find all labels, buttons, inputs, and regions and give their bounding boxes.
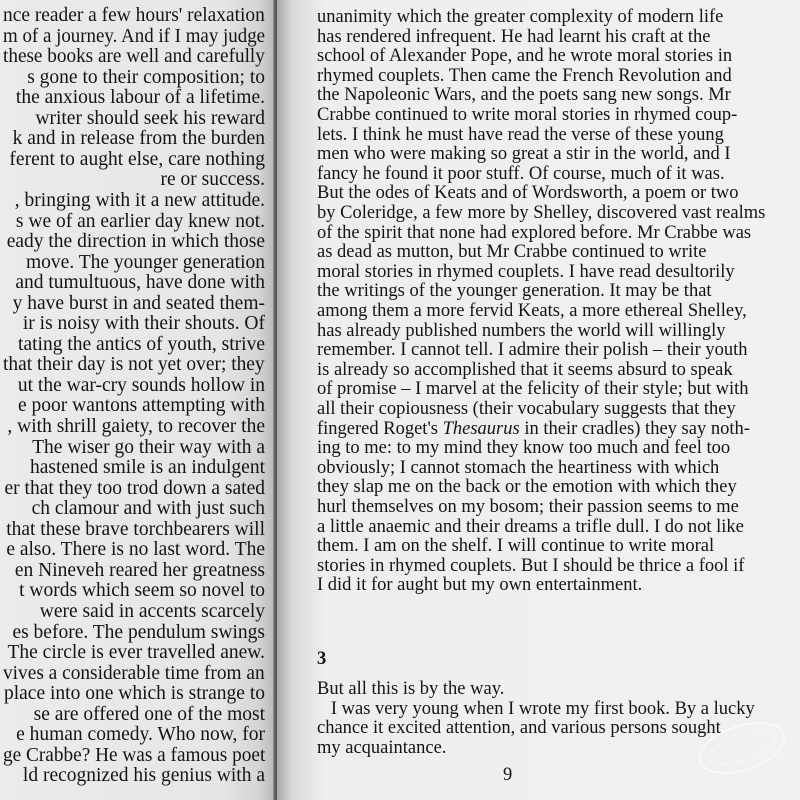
- body-text-line: unanimity which the greater complexity of modern life: [317, 7, 724, 27]
- left-text-line: ferent to aught else, care nothing: [9, 148, 265, 170]
- left-text-line: e human comedy. Who now, for: [16, 724, 265, 746]
- left-text-line: were said in accents scarcely: [39, 600, 265, 622]
- left-text-line: move. The younger generation: [26, 251, 265, 273]
- left-text-line: ge Crabbe? He was a famous poet: [2, 744, 265, 766]
- text-span: in their cradles) they say noth-: [519, 418, 750, 439]
- left-text-line: m of a journey. And if I may judge: [2, 25, 265, 47]
- left-text-line: k and in release from the burden: [12, 128, 265, 150]
- left-text-line: The circle is ever travelled anew.: [7, 642, 265, 664]
- left-text-line: se are offered one of the most: [33, 703, 265, 725]
- body-text-line: ing to me: to my mind they know too much and feel too: [317, 438, 731, 459]
- body-text-line: stories in rhymed couplets. But I should be thrice a fool if: [317, 555, 745, 576]
- body-text-line: rhymed couplets. Then came the French Revolution and: [317, 65, 732, 86]
- left-text-line: e also. There is no last word. The: [6, 539, 265, 561]
- section-number: 3: [317, 649, 327, 669]
- body-text-line: has already published numbers the world will willingly: [317, 320, 726, 341]
- body-text-line: I did it for aught but my own entertainment.: [317, 575, 643, 596]
- body-text-line: they slap me on the back or the emotion with which they: [317, 477, 737, 498]
- left-text-line: The wiser go their way with a: [32, 436, 265, 458]
- body-text-line: them. I am on the shelf. I will continue to write moral: [317, 536, 715, 557]
- body-text-line: as dead as mutton, but Mr Crabbe continued to write: [317, 242, 707, 263]
- left-text-line: tating the antics of youth, strive: [18, 333, 265, 355]
- right-page: [277, 0, 800, 800]
- left-text-line: hastened smile is an indulgent: [29, 457, 265, 479]
- left-text-line: that their day is not yet over; they: [3, 354, 265, 376]
- left-text-line: , bringing with it a new attitude.: [14, 189, 265, 211]
- left-text-line: es before. The pendulum swings: [12, 621, 265, 643]
- body-text-line: is already so accomplished that it seems absurd to speak: [317, 359, 733, 380]
- left-text-line: vives a considerable time from an: [3, 662, 265, 684]
- left-text-line: , with shrill gaiety, to recover the: [7, 416, 265, 437]
- body-text-line: obviously; I cannot stomach the heartiness with which: [317, 457, 720, 478]
- left-text-line: e poor wantons attempting with: [18, 395, 265, 417]
- left-text-line: nce reader a few hours' relaxation: [3, 5, 265, 26]
- body-text-line: of promise – I marvel at the felicity of their style; but with: [317, 379, 749, 400]
- italic-title: Thesaurus: [442, 418, 520, 439]
- body-text-line: moral stories in rhymed couplets. I have read desultorily: [317, 261, 735, 282]
- body-text-line: all their copiousness (their vocabulary suggests that they: [317, 399, 736, 419]
- left-text-line: ut the war-cry sounds hollow in: [17, 374, 265, 396]
- body-text-line: among them a more fervid Keats, a more ethereal Shelley,: [317, 301, 747, 321]
- body-text-line: by Coleridge, a few more by Shelley, discovered vast realms: [317, 203, 766, 223]
- left-page: [0, 0, 275, 800]
- left-text-line: and tumultuous, have done with: [15, 272, 265, 294]
- body-text-line: fancy he found it poor stuff. Of course, much of it was.: [317, 163, 725, 184]
- left-text-line: ld recognized his genius with a: [22, 765, 265, 787]
- body-text-line: a little anaemic and their dreams a trifle dull. I do not like: [317, 516, 744, 537]
- section-text-line: I was very young when I wrote my first book. By a lucky: [317, 698, 755, 719]
- left-text-line: eady the direction in which those: [6, 231, 265, 253]
- body-text-line: the writings of the younger generation. It may be that: [317, 281, 712, 302]
- section-text-line: chance it excited attention, and various persons sought: [317, 718, 721, 739]
- left-text-line: ch clamour and with just such: [31, 498, 265, 520]
- page-number: 9: [503, 765, 513, 785]
- body-text-line: men who were making so great a stir in the world, and I: [317, 144, 731, 165]
- body-text-line: lets. I think he must have read the verse of these young: [317, 124, 724, 145]
- left-text-line: en Nineveh reared her greatness: [14, 559, 265, 581]
- show-through-text: [517, 595, 787, 604]
- body-text-line: [317, 420, 750, 439]
- text-span: fingered Roget's: [317, 418, 443, 439]
- left-text-line: these books are well and carefully: [3, 46, 265, 68]
- body-text-line: the Napoleonic Wars, and the poets sang new songs. Mr: [317, 85, 731, 106]
- left-text-line: re or success.: [160, 169, 265, 191]
- left-text-line: s gone to their composition; to: [27, 66, 265, 88]
- left-text-line: the anxious labour of a lifetime.: [15, 87, 265, 109]
- body-text-line: of the spirit that none had explored before. Mr Crabbe was: [317, 222, 752, 243]
- left-text-line: y have burst in and seated them-: [12, 292, 265, 314]
- left-text-line: s we of an earlier day knew not.: [15, 210, 265, 232]
- body-text-line: But the odes of Keats and of Wordsworth, a poem or two: [317, 183, 739, 204]
- left-text-line: place into one which is strange to: [3, 683, 265, 705]
- left-text-line: writer should seek his reward: [35, 107, 265, 129]
- left-text-line: t words which seem so novel to: [19, 580, 265, 602]
- section-text-line: my acquaintance.: [317, 737, 447, 758]
- body-text-line: hurl themselves on my bosom; their passion seems to me: [317, 497, 739, 517]
- body-text-line: remember. I cannot tell. I admire their polish – their youth: [317, 340, 748, 361]
- left-text-line: er that they too trod down a sated: [4, 477, 265, 499]
- body-text-line: Crabbe continued to write moral stories in rhymed coup-: [317, 105, 738, 125]
- left-text-line: ir is noisy with their shouts. Of: [22, 313, 265, 335]
- body-text-line: has rendered infrequent. He had learnt his craft at the: [317, 26, 711, 47]
- section-text-line: But all this is by the way.: [317, 679, 505, 699]
- left-text-line: that these brave torchbearers will: [6, 518, 265, 540]
- body-text-line: school of Alexander Pope, and he wrote moral stories in: [317, 46, 733, 67]
